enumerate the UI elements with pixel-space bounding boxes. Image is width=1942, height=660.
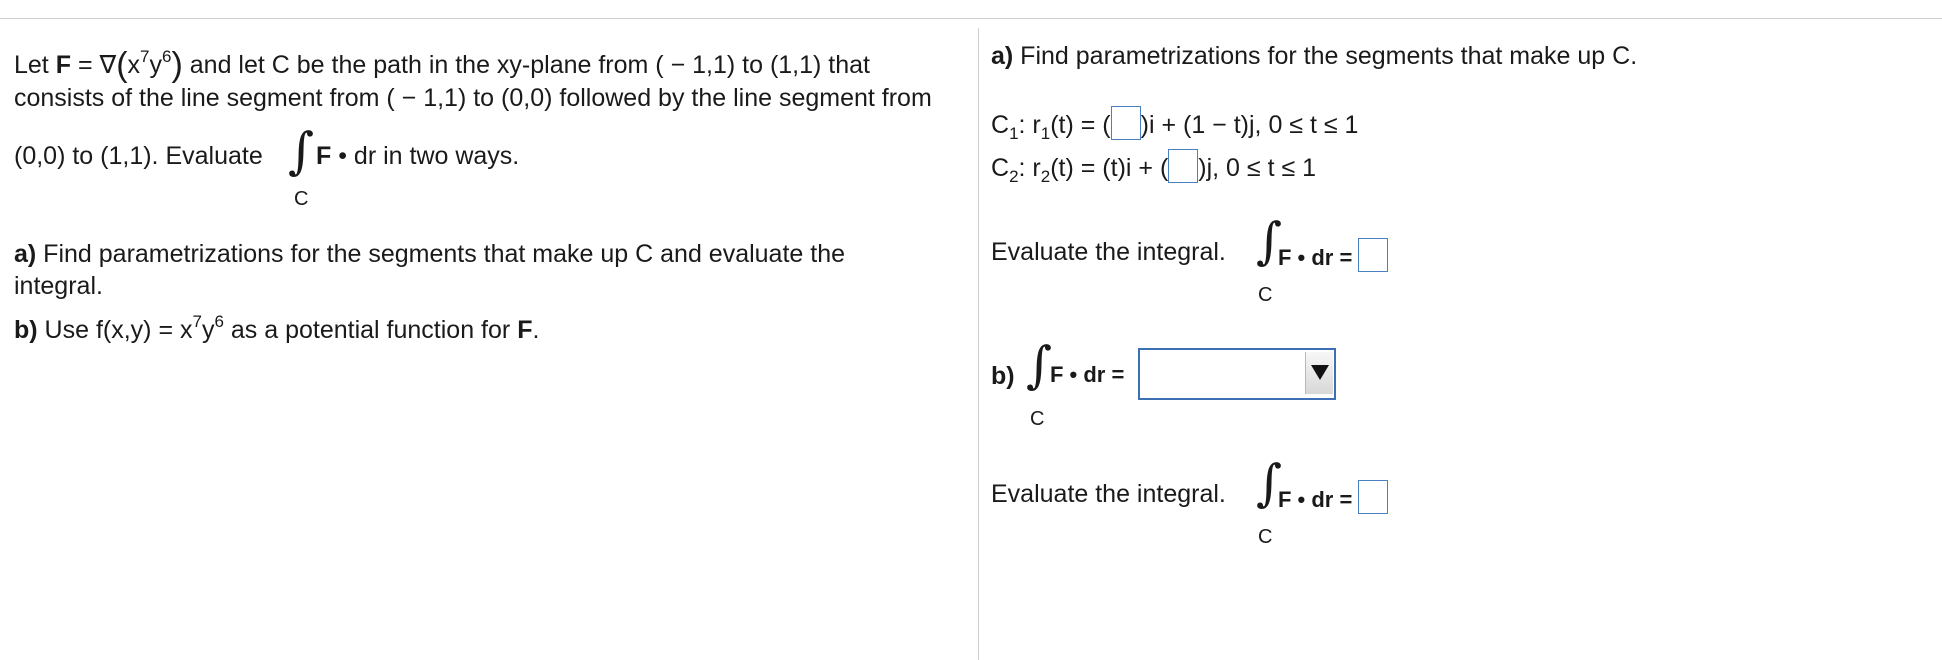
- problem-line-1: Let $F = \nabla(x^7y^6)$ and let C be the path in the xy-plane from ( − 1,1) to (1,1) that: [14, 46, 870, 84]
- column-divider: [978, 28, 979, 660]
- integral-expression-c: F • dr =: [1278, 480, 1388, 514]
- c1-i-component-input[interactable]: [1111, 106, 1141, 140]
- problem-part-b: b) Use $f(x,y) = x^7y^6$ as a potential function for F.: [14, 311, 540, 344]
- problem-line-2: consists of the line segment from ( − 1,1) to (0,0) followed by the line segment from: [14, 84, 932, 112]
- integral-expression-a: F • dr =: [1278, 238, 1388, 272]
- integral-b-answer-input[interactable]: [1358, 480, 1388, 514]
- evaluate-label-a: Evaluate the integral.: [991, 238, 1226, 266]
- answer-part-a-heading: a) Find parametrizations for the segments that make up C.: [991, 42, 1638, 70]
- problem-line-3: (0,0) to (1,1). Evaluate: [14, 142, 263, 170]
- problem-line-3-end: F • dr in two ways.: [316, 142, 520, 170]
- dropdown-arrow-icon[interactable]: [1305, 352, 1333, 394]
- vector-field-F: F: [55, 51, 71, 79]
- problem-part-a-cont: integral.: [14, 272, 103, 300]
- part-b-answer-dropdown[interactable]: [1138, 348, 1336, 400]
- evaluate-label-b: Evaluate the integral.: [991, 480, 1226, 508]
- c2-j-component-input[interactable]: [1168, 149, 1198, 183]
- integral-expression-b: F • dr =: [1050, 362, 1125, 387]
- c2-parametrization: $C_2$: $r_2(t) = (t)i$ + ( )j, 0 ≤ t ≤ 1: [991, 149, 1316, 183]
- problem-part-a: a) Find parametrizations for the segments that make up C and evaluate the: [14, 240, 846, 268]
- answer-part-b-label: b): [991, 362, 1015, 390]
- c1-parametrization: $C_1$: $r_1(t)$ = ( )i + (1 − t)j, 0 ≤ t ≤ 1: [991, 106, 1358, 140]
- top-rule: [0, 18, 1942, 19]
- integral-a-answer-input[interactable]: [1358, 238, 1388, 272]
